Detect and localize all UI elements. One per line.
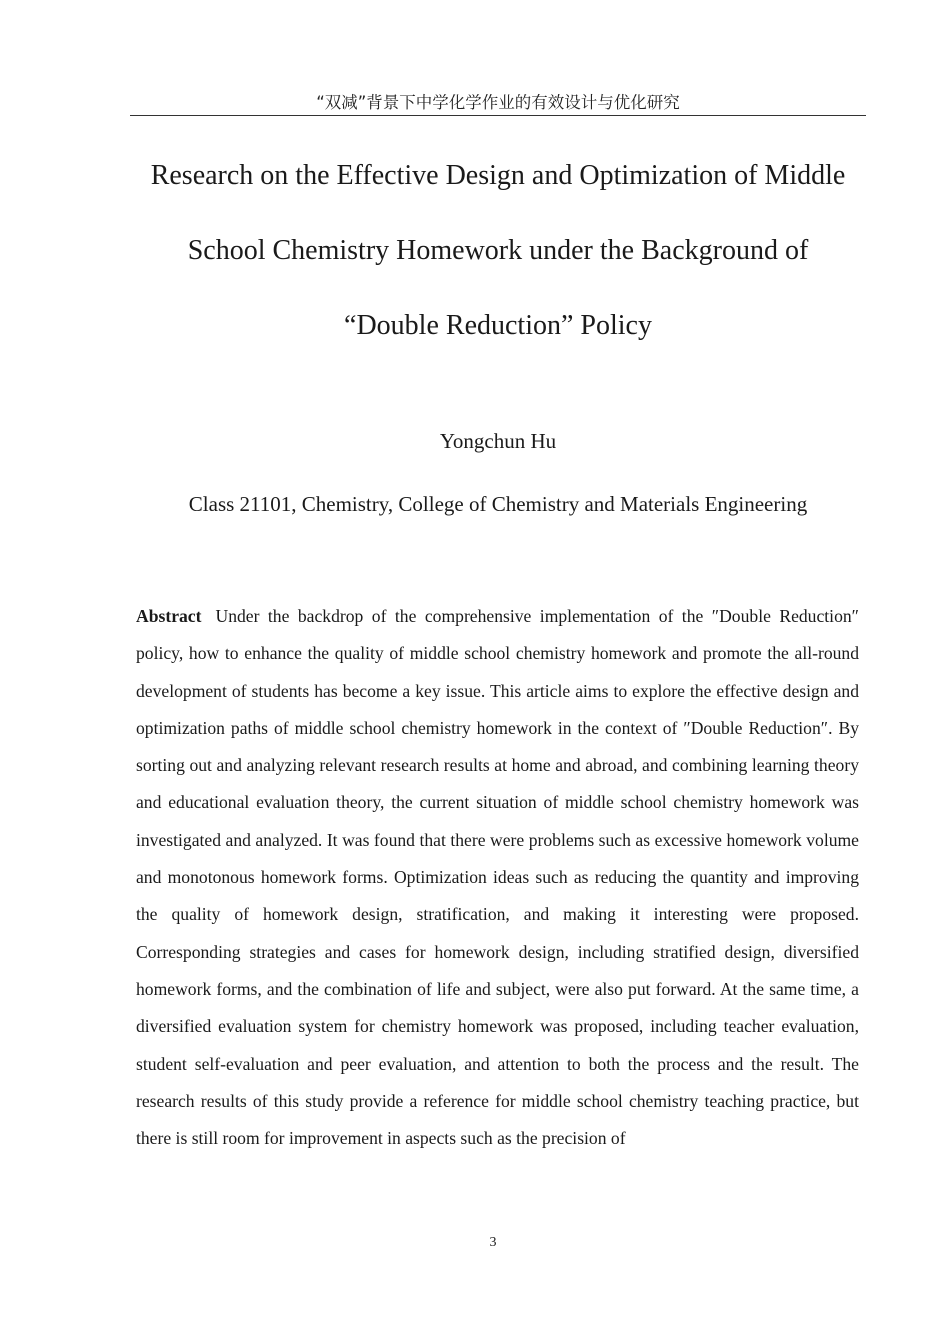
abstract-text: Under the backdrop of the comprehensive implementation of the ″Double Reduction″ policy, how to enhance the quality of middle school chemistry homework and promote the all-round development of students has become a key issue. This article aims to explore the effective design and optimization paths of middle school chemistry homework in the context of ″Double Reduction″. By sorting out and analyzing relevant research results at home and abroad, and combining learning theory and educational evaluation theory, the current situation of middle school chemistry homework was investigated and analyzed. It was found that there were problems such as excessive homework volume and monotonous homework forms. Optimization ideas such as reducing the quantity and improving the quality of homework design, stratification, and making it interesting were proposed. Corresponding strategies and cases for homework design, including stratified design, diversified homework forms, and the combination of life and subject, were also put forward. At the same time, a diversified evaluation system for chemistry homework was proposed, including teacher evaluation, student self-evaluation and peer evaluation, and attention to both the process and the result. The research results of this study provide a reference for middle school chemistry teaching practice, but there is still room for improvement in aspects such as the precision of: [136, 606, 859, 1149]
abstract-paragraph: [136, 598, 859, 1157]
author-affiliation: Class 21101, Chemistry, College of Chemistry and Materials Engineering: [188, 492, 808, 516]
author-name: Yongchun Hu: [439, 429, 557, 453]
title-line-1: Research on the Effective Design and Optimization of Middle: [150, 160, 846, 191]
title-line-3: “Double Reduction” Policy: [344, 310, 652, 341]
paper-title: [110, 138, 886, 363]
title-line-2: School Chemistry Homework under the Background of: [187, 235, 809, 266]
page-number: 3: [489, 1235, 497, 1250]
running-header: “双减”背景下中学化学作业的有效设计与优化研究: [316, 93, 680, 112]
abstract-label: Abstract: [136, 606, 202, 626]
header-rule: [130, 115, 866, 116]
